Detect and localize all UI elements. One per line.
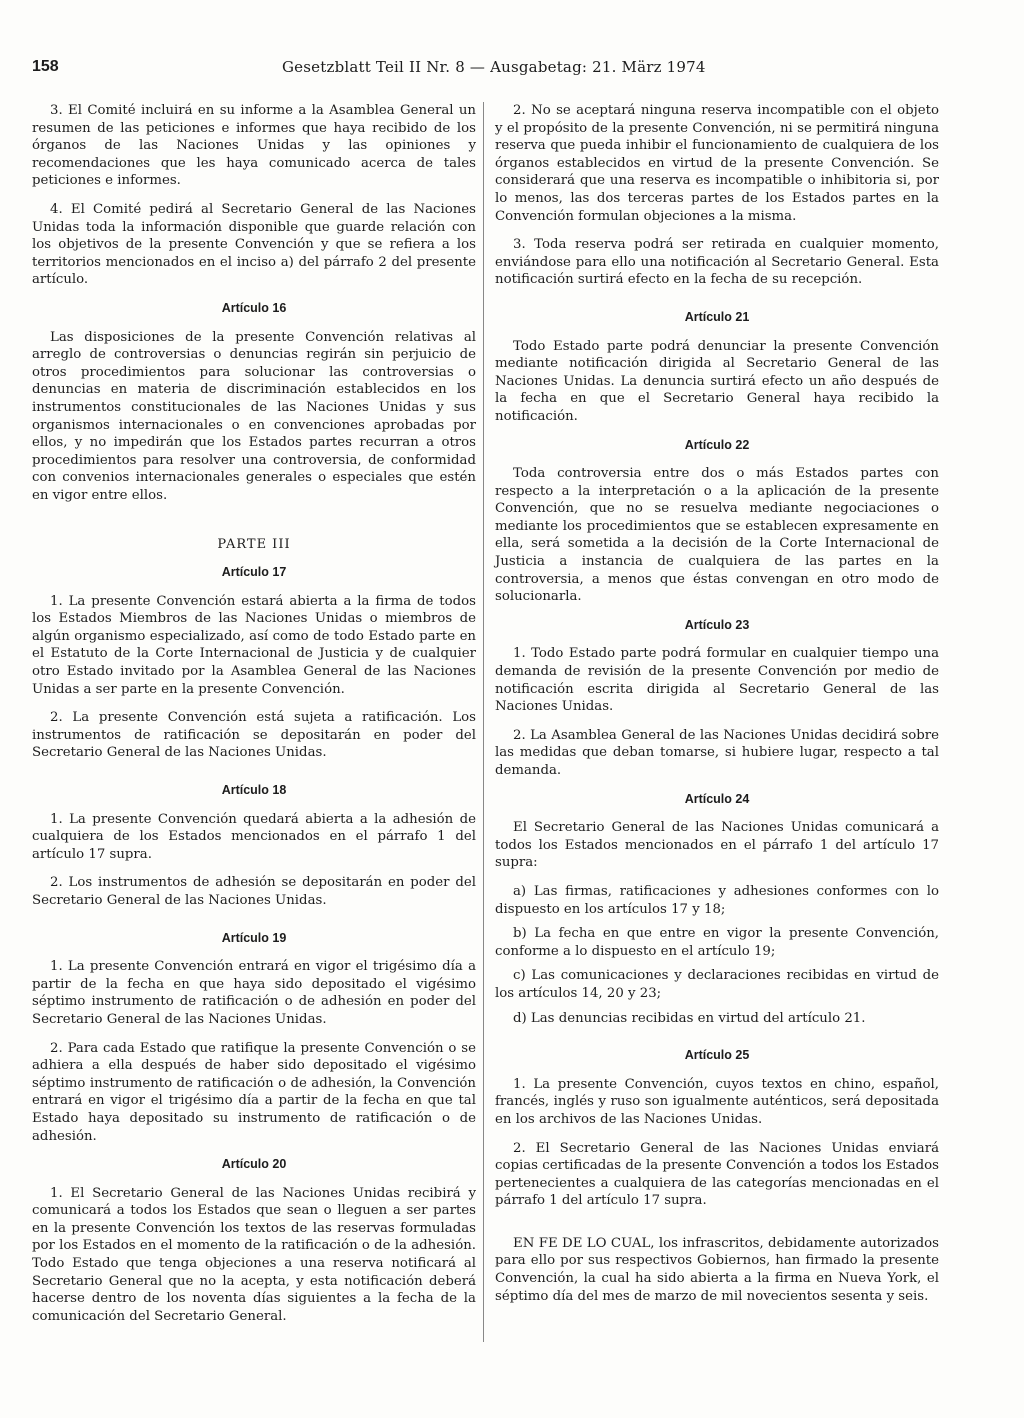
list-item: d) Las denuncias recibidas en virtud del artículo 21. xyxy=(513,1010,866,1026)
paragraph: Toda controversia entre dos o más Estados partes con respecto a la interpretación o a la aplicación de la presente Convención, que no se resuelva mediante negociaciones o mediante los procedimientos que se establecen expresamente en ella, será sometida a la decisión de la Corte Internacional de Justicia a instancia de cualquiera de las partes en la controversia, a menos que éstas convengan en otro modo de solucionarla. xyxy=(495,466,939,605)
page-number: 158 xyxy=(32,58,59,75)
part-heading: PARTE III xyxy=(217,537,291,553)
article-heading: Artículo 19 xyxy=(221,930,287,945)
paragraph: 2. Para cada Estado que ratifique la presente Convención o se adhiera a ella después de haber sido depositado el vigésimo séptimo instrumento de ratificación o de adhesión, la Convención entrará en vigor el trigésimo día a partir de la fecha en que tal Estado haya depositado su instrumento de ratificación o de adhesión. xyxy=(32,1040,476,1144)
list-item: b) La fecha en que entre en vigor la presente Convención, conforme a lo dispuesto en el artículo 19; xyxy=(495,926,939,959)
list-item: c) Las comunicaciones y declaraciones recibidas en virtud de los artículos 14, 20 y 23; xyxy=(495,968,939,1001)
paragraph: 2. El Secretario General de las Naciones Unidas enviará copias certificadas de la presente Convención a todos los Estados pertenecientes a cualquiera de las categorías mencionadas en el párrafo 1 del artículo 17 supra. xyxy=(495,1140,939,1209)
article-heading: Artículo 20 xyxy=(221,1157,287,1172)
article-heading: Artículo 18 xyxy=(221,783,287,797)
article-heading: Artículo 24 xyxy=(684,791,750,806)
paragraph: 1. La presente Convención entrará en vigor el trigésimo día a partir de la fecha en que haya sido depositado el vigésimo séptimo instrumento de ratificación o de adhesión en poder del Secretario General de las Naciones Unidas. xyxy=(32,959,476,1027)
article-heading: Artículo 17 xyxy=(221,565,287,580)
article-heading: Artículo 23 xyxy=(684,617,750,632)
article-heading: Artículo 22 xyxy=(684,437,750,452)
list-item: a) Las firmas, ratificaciones y adhesiones conformes con lo dispuesto en los artículos 17 y 18; xyxy=(495,883,939,917)
closing-clause: EN FE DE LO CUAL, los infrascritos, debidamente autorizados para ello por sus respectivos Gobiernos, han firmado la presente Convención, la cual ha sido abierta a la firma en Nueva York, el séptimo día del mes de marzo de mil novecientos sesenta y seis. xyxy=(495,1235,939,1304)
paragraph: 2. La presente Convención está sujeta a ratificación. Los instrumentos de ratificación se depositarán en poder del Secretario General de las Naciones Unidas. xyxy=(32,710,476,761)
article-heading: Artículo 16 xyxy=(221,300,287,315)
page-header xyxy=(32,58,954,82)
paragraph: 3. El Comité incluirá en su informe a la Asamblea General un resumen de las peticiones e informes que haya recibido de los órganos de las Naciones Unidas y las opiniones y recomendaciones que les haya comunicado acerca de tales peticiones e informes. xyxy=(32,103,476,189)
paragraph: 4. El Comité pedirá al Secretario General de las Naciones Unidas toda la información disponible que guarde relación con los objetivos de la presente Convención y que se refiera a los territorios mencionados en el inciso a) del párrafo 2 del presente artículo. xyxy=(32,201,476,288)
paragraph: 1. La presente Convención estará abierta a la firma de todos los Estados Miembros de las Naciones Unidas o miembros de algún organismo especializado, así como de todo Estado parte en el Estatuto de la Corte Internacional de Justicia y de cualquier otro Estado invitado por la Asamblea General de las Naciones Unidas a ser parte en la presente Convención. xyxy=(32,593,476,697)
article-heading: Artículo 25 xyxy=(684,1048,750,1063)
paragraph: 2. Los instrumentos de adhesión se depositarán en poder del Secretario General de las Naciones Unidas. xyxy=(32,875,476,908)
article-heading: Artículo 21 xyxy=(684,309,750,324)
right-column xyxy=(495,102,939,1316)
paragraph: El Secretario General de las Naciones Unidas comunicará a todos los Estados mencionados en el párrafo 1 del artículo 17 supra: xyxy=(495,820,939,871)
running-title: Gesetzblatt Teil II Nr. 8 — Ausgabetag: 21. März 1974 xyxy=(282,58,706,76)
paragraph: Todo Estado parte podrá denunciar la presente Convención mediante notificación dirigida al Secretario General de las Naciones Unidas. La denuncia surtirá efecto un año después de la fecha en que el Secretario General haya recibido la notificación. xyxy=(495,338,939,424)
paragraph: Las disposiciones de la presente Convención relativas al arreglo de controversias o denuncias regirán sin perjuicio de otros procedimientos para solucionar las controversias o denuncias en materia de discriminación establecidos en los instrumentos constitucionales de las Naciones Unidas y sus organismos internacionales o en convenciones aprobadas por ellos, y no impedirán que los Estados partes recurran a otros procedimientos para resolver una controversia, de conformidad con convenios internacionales generales o especiales que estén en vigor entre ellos. xyxy=(32,329,476,503)
left-column xyxy=(32,102,476,1336)
column-divider xyxy=(483,102,484,1342)
paragraph: 2. La Asamblea General de las Naciones Unidas decidirá sobre las medidas que deban tomarse, si hubiere lugar, respecto a tal demanda. xyxy=(495,727,939,778)
paragraph: 1. La presente Convención, cuyos textos en chino, español, francés, inglés y ruso son igualmente auténticos, será depositada en los archivos de las Naciones Unidas. xyxy=(495,1076,939,1127)
paragraph: 2. No se aceptará ninguna reserva incompatible con el objeto y el propósito de la presente Convención, ni se permitirá ninguna reserva que pueda inhibir el funcionamiento de cualquiera de los órganos establecidos en virtud de la presente Convención. Se considerará que una reserva es incompatible o inhibitoria si, por lo menos, las dos terceras partes de los Estados partes en la Convención formulan objeciones a la misma. xyxy=(495,103,939,224)
paragraph: 1. El Secretario General de las Naciones Unidas recibirá y comunicará a todos los Estados que sean o lleguen a ser partes en la presente Convención los textos de las reservas formuladas por los Estados en el momento de la ratificación o de la adhesión. Todo Estado que tenga objeciones a una reserva notificará al Secretario General que no la acepta, y esta notificación deberá hacerse dentro de los noventa días siguientes a la fecha de la comunicación del Secretario General. xyxy=(32,1185,476,1324)
paragraph: 3. Toda reserva podrá ser retirada en cualquier momento, enviándose para ello una notificación al Secretario General. Esta notificación surtirá efecto en la fecha de su recepción. xyxy=(495,237,939,288)
paragraph: 1. Todo Estado parte podrá formular en cualquier tiempo una demanda de revisión de la presente Convención por medio de notificación escrita dirigida al Secretario General de las Naciones Unidas. xyxy=(495,646,939,715)
paragraph: 1. La presente Convención quedará abierta a la adhesión de cualquiera de los Estados mencionados en el párrafo 1 del artículo 17 supra. xyxy=(32,811,476,862)
